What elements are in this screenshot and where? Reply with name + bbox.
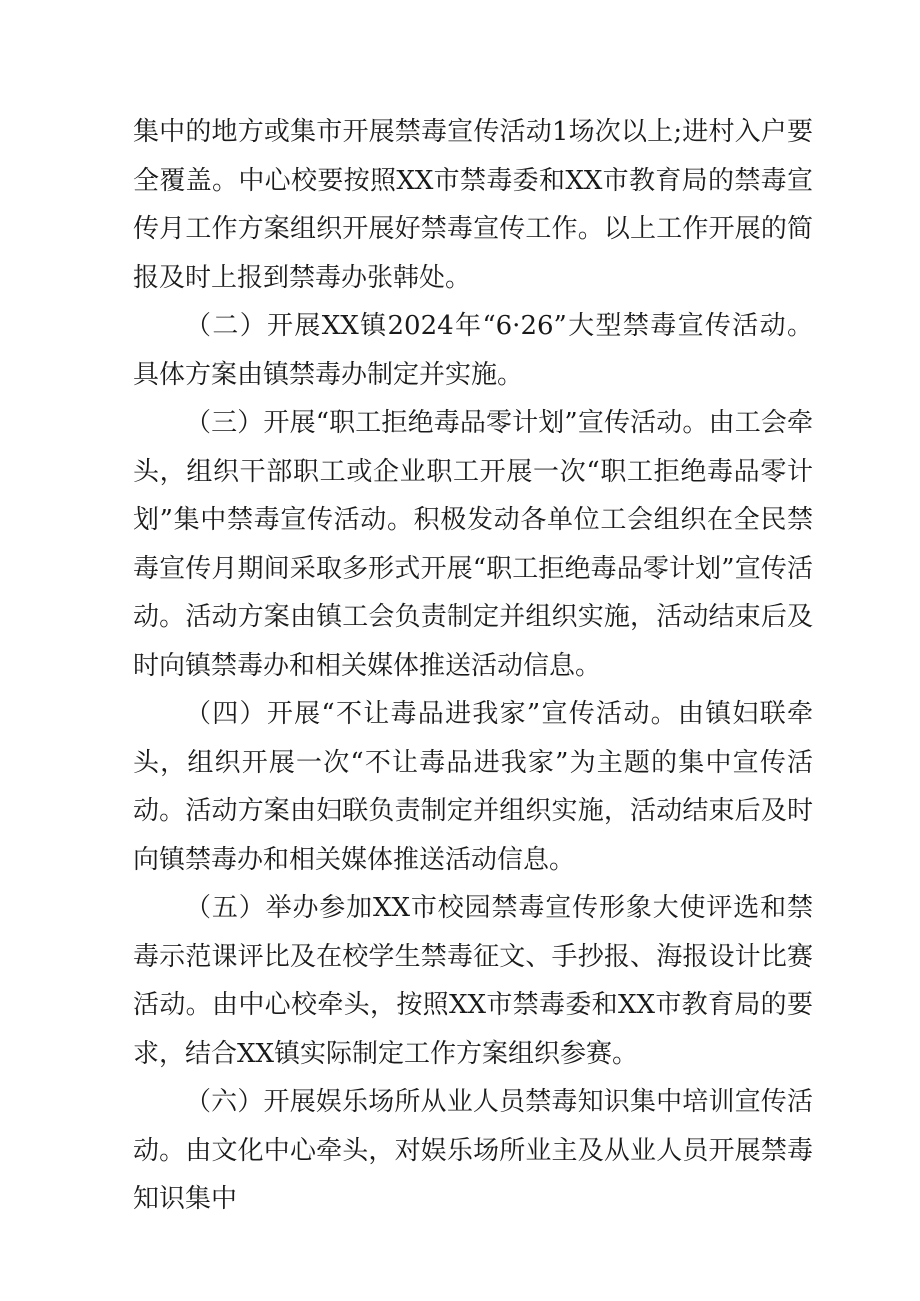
paragraph-section-4: （四）开展“不让毒品进我家”宣传活动。由镇妇联牵头，组织开展一次“不让毒品进我家”为主题的集中宣传活动。活动方案由妇联负责制定并组织实施，活动结束后及时向镇禁毒办和相关媒体推送活动信息。 <box>133 699 813 875</box>
paragraph-section-3: （三）开展“职工拒绝毒品零计划”宣传活动。由工会牵头，组织干部职工或企业职工开展一次“职工拒绝毒品零计划”集中禁毒宣传活动。积极发动各单位工会组织在全民禁毒宣传月期间采取多形式开展“职工拒绝毒品零计划”宣传活动。活动方案由镇工会负责制定并组织实施，活动结束后及时向镇禁毒办和相关媒体推送活动信息。 <box>133 408 813 681</box>
paragraph-section-6: （六）开展娱乐场所从业人员禁毒知识集中培训宣传活动。由文化中心牵头，对娱乐场所业主及从业人员开展禁毒知识集中 <box>133 1087 813 1214</box>
paragraph-continuation: 集中的地方或集市开展禁毒宣传活动1场次以上;进村入户要全覆盖。中心校要按照XX市禁毒委和XX市教育局的禁毒宣传月工作方案组织开展好禁毒宣传工作。以上工作开展的简报及时上报到禁毒办张韩处。 <box>133 117 813 293</box>
paragraph-section-2: （二）开展XX镇2024年“6·26”大型禁毒宣传活动。具体方案由镇禁毒办制定并实施。 <box>133 311 813 390</box>
paragraph-section-5: （五）举办参加XX市校园禁毒宣传形象大使评选和禁毒示范课评比及在校学生禁毒征文、手抄报、海报设计比赛活动。由中心校牵头，按照XX市禁毒委和XX市教育局的要求，结合XX镇实际制定工作方案组织参赛。 <box>133 893 813 1069</box>
document-body <box>133 108 813 1224</box>
